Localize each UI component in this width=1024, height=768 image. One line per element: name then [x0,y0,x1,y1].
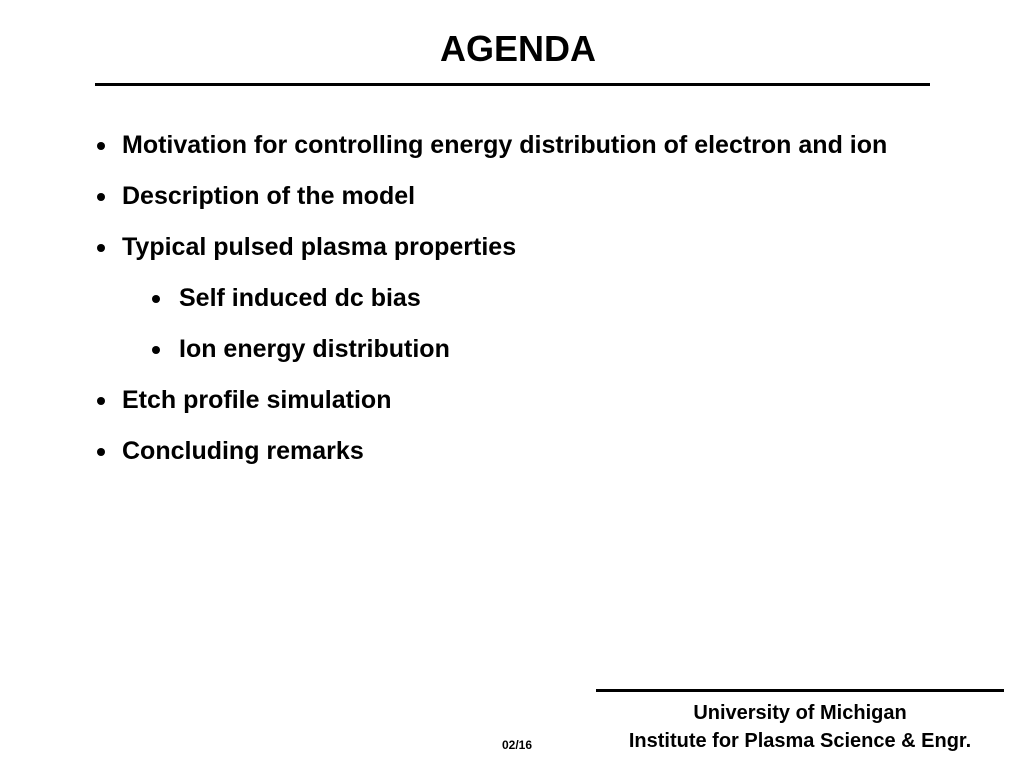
slide-title: AGENDA [439,28,596,69]
agenda-item-label: Etch profile simulation [122,386,392,414]
bullet-icon [152,346,160,354]
agenda-item-motivation [95,128,895,163]
institute-name: Institute for Plasma Science & Engr. [628,730,972,752]
bullet-icon [97,142,105,150]
page-number: 02/16 [501,738,533,752]
agenda-item-label: Typical pulsed plasma properties [122,233,517,261]
footer-divider [596,689,1004,692]
bullet-icon [97,397,105,405]
agenda-item-plasma-properties [95,230,895,265]
agenda-list [95,128,895,485]
agenda-item-model [95,179,895,214]
agenda-item-label: Description of the model [122,182,416,210]
institution-name: University of Michigan [693,702,907,724]
bullet-icon [97,193,105,201]
agenda-subitem-ion-energy [95,332,895,367]
bullet-icon [97,448,105,456]
agenda-item-label: Motivation for controlling energy distribution of electron and ion [122,131,888,159]
agenda-subitem-dc-bias [95,281,895,316]
bullet-icon [97,244,105,252]
agenda-item-conclusions [95,434,895,469]
agenda-item-label: Self induced dc bias [179,284,421,312]
agenda-item-label: Ion energy distribution [179,335,450,363]
agenda-item-label: Concluding remarks [122,437,364,465]
footer-institution [596,699,1004,755]
agenda-item-etch-profile [95,383,895,418]
title-divider [95,83,930,86]
bullet-icon [152,295,160,303]
